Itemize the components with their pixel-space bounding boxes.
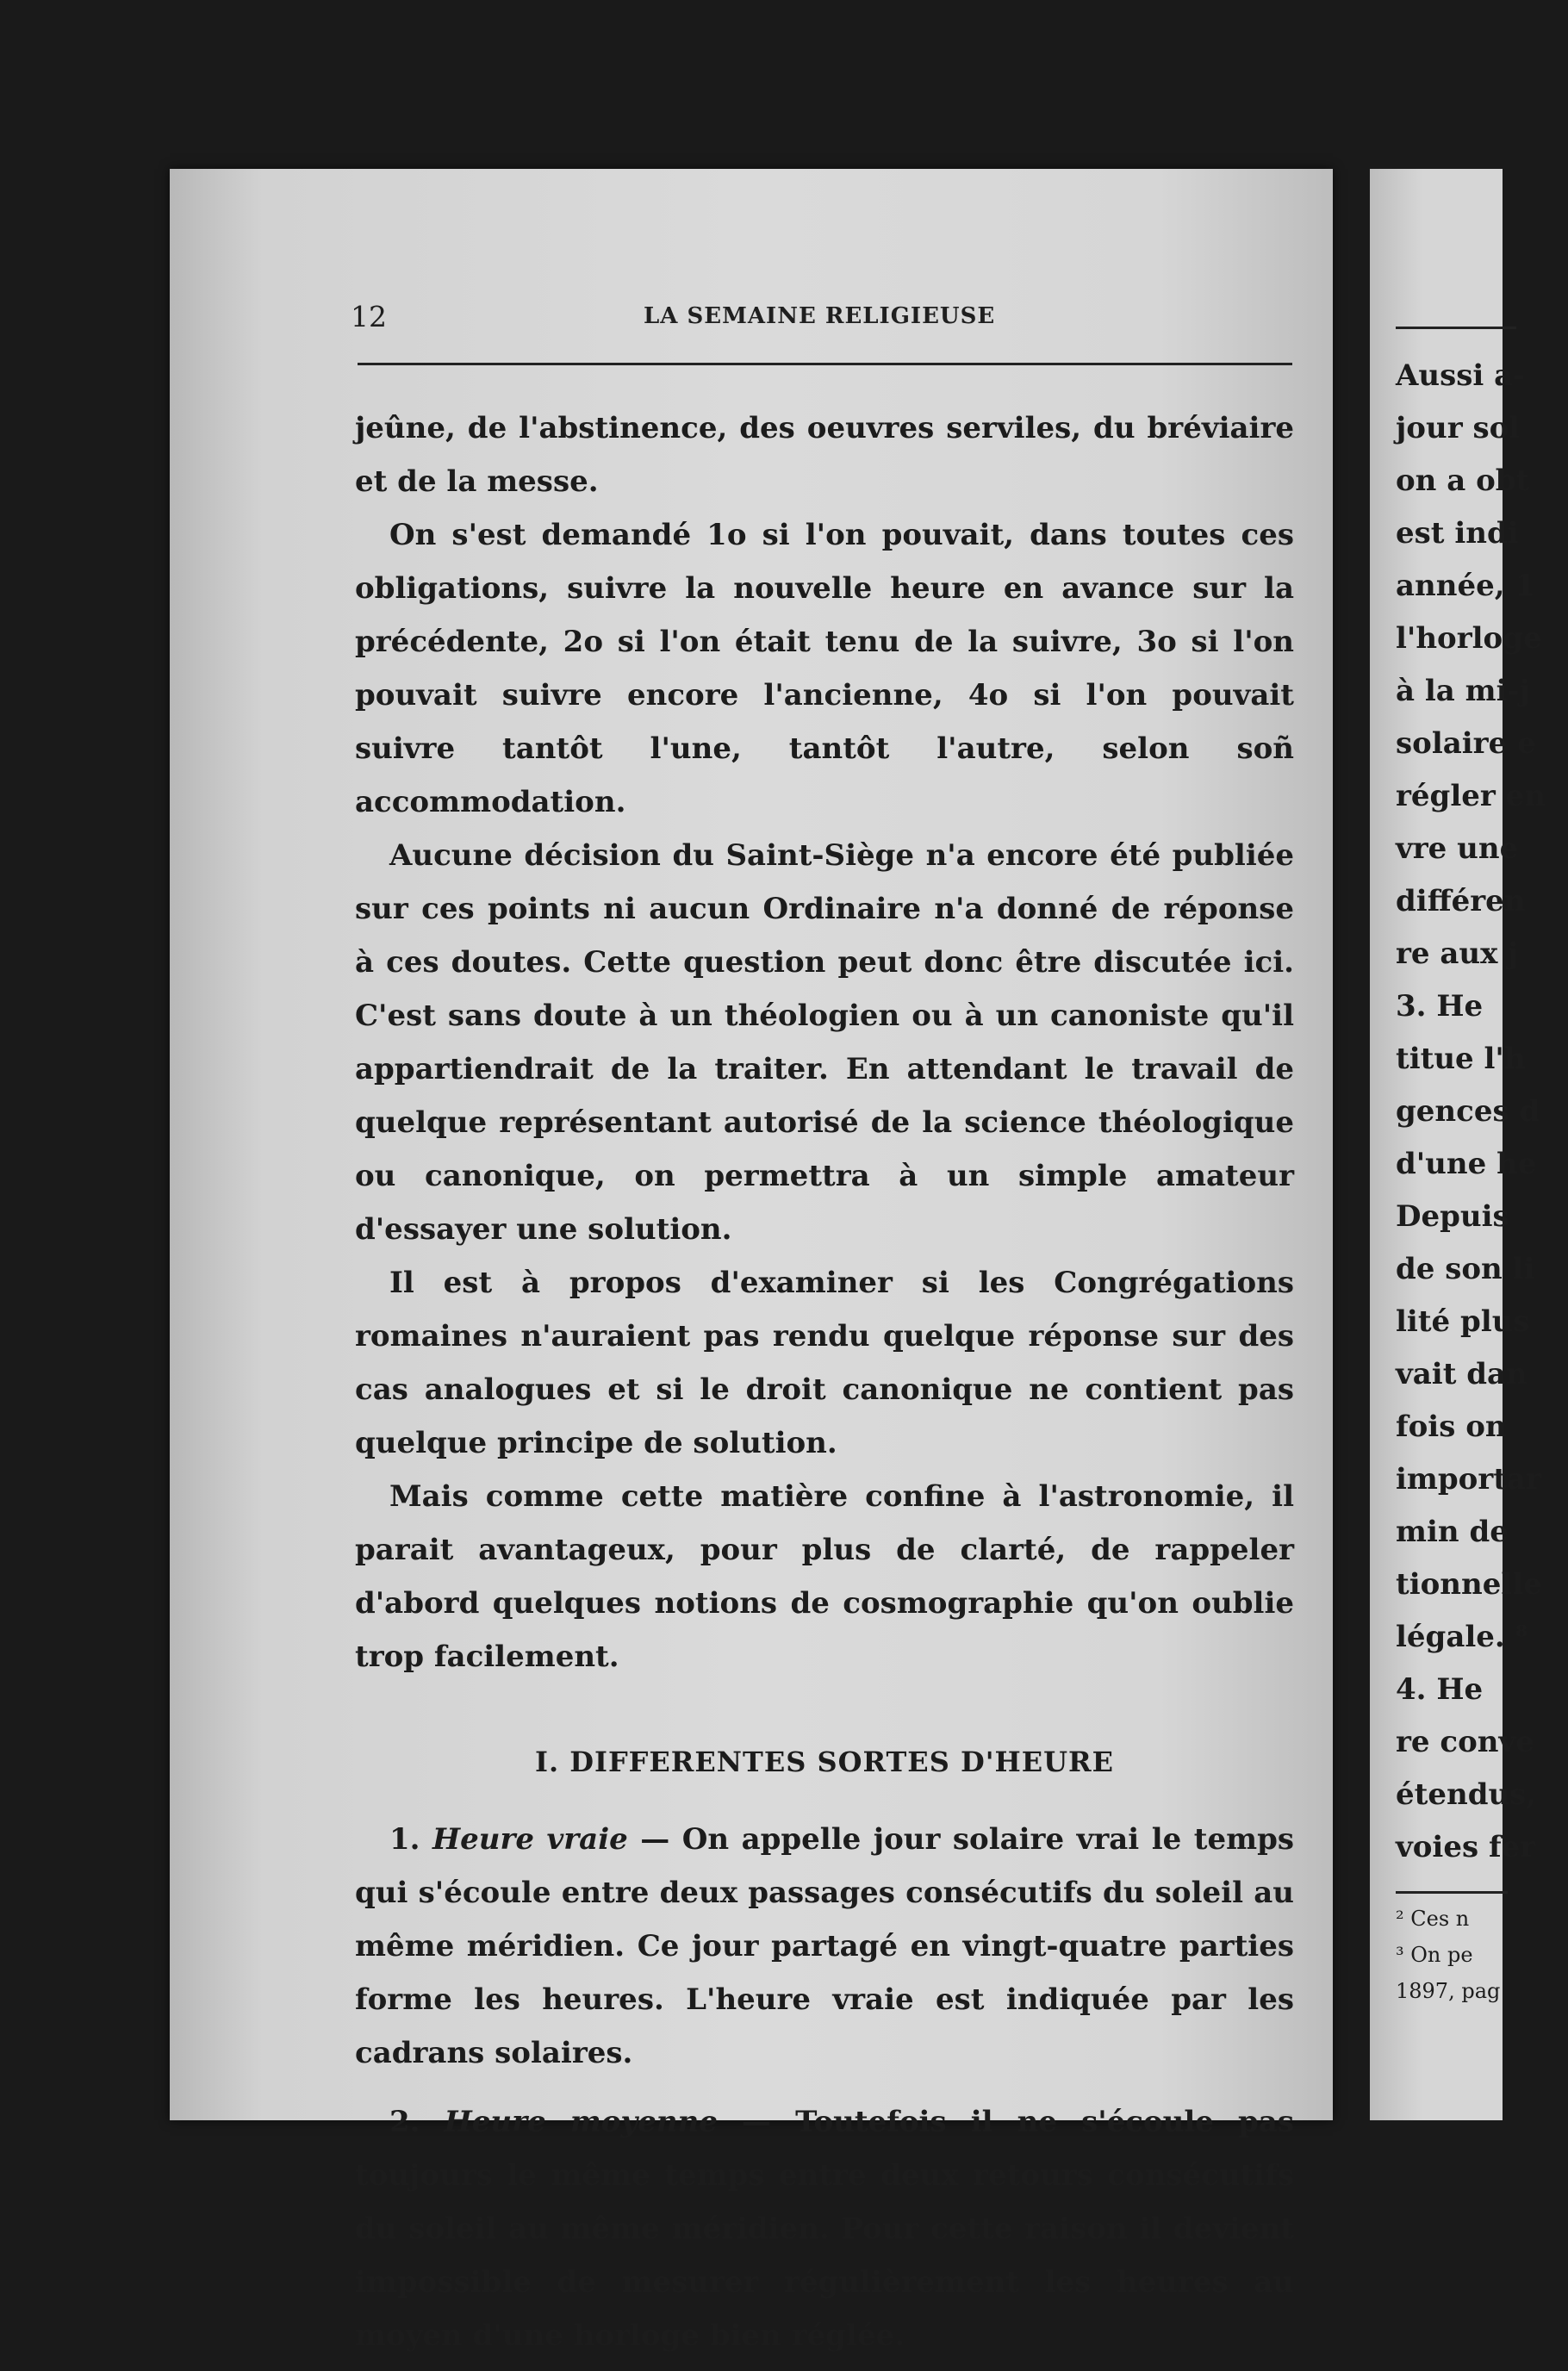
- right-page-line: légale. ⁸: [1396, 1620, 1528, 1654]
- right-page-column: [1396, 350, 1568, 2009]
- item-text: — On appelle jour solaire vrai le temps qui s'écoule entre deux passages consécutifs du soleil au même méridien. Ce jour partagé en vingt-quatre parties forme les heures. L'heure vraie est indiquée par les cadrans solaires.: [355, 1822, 1294, 2070]
- left-page: [170, 169, 1333, 2353]
- footnote-line: 1897, pag: [1396, 1979, 1501, 2003]
- header-rule: [358, 363, 1292, 365]
- journal-title: LA SEMAINE RELIGIEUSE: [644, 303, 996, 329]
- right-page-line: voies fer: [1396, 1830, 1536, 1864]
- right-page-line: régler en: [1396, 779, 1546, 813]
- right-page-line: d'une he: [1396, 1147, 1537, 1181]
- right-page-line: solaire e: [1396, 726, 1536, 761]
- body-text: [355, 401, 1294, 2362]
- right-page-line: vre une: [1396, 831, 1519, 866]
- paragraph: Mais comme cette matière confine à l'astronomie, il parait avantageux, pour plus de clarté, de rappeler d'abord quelques notions de cosmographie qu'on oublie trop facilement.: [355, 1479, 1294, 1674]
- section-heading: I. DIFFERENTES SORTES D'HEURE: [534, 1746, 1114, 1778]
- right-page-line: de son li: [1396, 1252, 1535, 1286]
- right-page-line: jour sol: [1396, 411, 1521, 445]
- paragraph: Aucune décision du Saint-Siège n'a encore été publiée sur ces points ni aucun Ordinaire n'a donné de réponse à ces doutes. Cette question peut donc être discutée ici. C'est sans doute à un théologien ou à un canoniste qu'il appartiendrait de la traiter. En attendant le travail de quelque représentant autorisé de la science théologique ou canonique, on permettra à un simple amateur d'essayer une solution.: [355, 838, 1294, 1247]
- footnote-line: ³ On pe: [1396, 1943, 1473, 1967]
- right-page-line: min de: [1396, 1515, 1509, 1549]
- right-page-line: tionnelle: [1396, 1567, 1542, 1602]
- right-page-line: à la mi-j: [1396, 674, 1530, 708]
- right-page-line: est indi: [1396, 516, 1519, 551]
- right-page-line: lité plus: [1396, 1304, 1530, 1339]
- item-text: — Toutefois il ne s'écoule pas toujours le même temps entre deux retours consécutifs du soleil au même méridien. Pour cette raison il devient impossible de mesurer régulièrement les heures au moyen d'une horloge bien réglée.: [355, 2105, 1294, 2353]
- right-page-line: Aussi a-: [1396, 358, 1526, 393]
- page-number: 12: [351, 300, 387, 333]
- right-page-line: re aux j: [1396, 937, 1519, 971]
- right-page-line: gences d: [1396, 1094, 1540, 1129]
- paragraph: On s'est demandé 1o si l'on pouvait, dans toutes ces obligations, suivre la nouvelle heure en avance sur la précédente, 2o si l'on était tenu de la suivre, 3o si l'on pouvait suivre encore l'ancienne, 4o si l'on pouvait suivre tantôt l'une, tantôt l'autre, selon soñ accommodation.: [355, 518, 1294, 819]
- list-item: [355, 1813, 1294, 2080]
- right-page-line: étendus,: [1396, 1777, 1537, 1812]
- running-head: [351, 300, 1290, 334]
- right-page-fragment: [1370, 169, 1546, 2120]
- list-item: [355, 2095, 1294, 2362]
- right-header-rule: [1396, 327, 1516, 329]
- right-page-line: 3. He: [1396, 989, 1484, 1024]
- right-page-line: fois on: [1396, 1410, 1507, 1444]
- item-number: 1.: [389, 1822, 420, 1857]
- right-page-line: l'horloge: [1396, 621, 1542, 656]
- right-page-line: importar: [1396, 1462, 1541, 1497]
- item-term: Heure vraie: [432, 1822, 628, 1857]
- right-page-line: Depuis: [1396, 1199, 1509, 1234]
- paragraph: Il est à propos d'examiner si les Congrégations romaines n'auraient pas rendu quelque réponse sur des cas analogues et si le droit canonique ne contient pas quelque principe de solution.: [355, 1266, 1294, 1460]
- item-number: 2.: [389, 2105, 420, 2139]
- right-page-line: vait dan: [1396, 1357, 1528, 1391]
- footnote-rule: [1396, 1891, 1508, 1894]
- right-page-line: re conve: [1396, 1725, 1534, 1759]
- footnote-line: ² Ces n: [1396, 1907, 1470, 1931]
- right-page-line: titue l'h: [1396, 1042, 1526, 1076]
- paragraph: jeûne, de l'abstinence, des oeuvres serviles, du bréviaire et de la messe.: [355, 411, 1294, 499]
- right-page-line: année, 1: [1396, 569, 1536, 603]
- right-page-line: on a obt: [1396, 464, 1530, 498]
- right-page-line: 4. He: [1396, 1672, 1484, 1707]
- item-term: Heure moyenne: [444, 2105, 718, 2139]
- right-page-line: différen: [1396, 884, 1526, 918]
